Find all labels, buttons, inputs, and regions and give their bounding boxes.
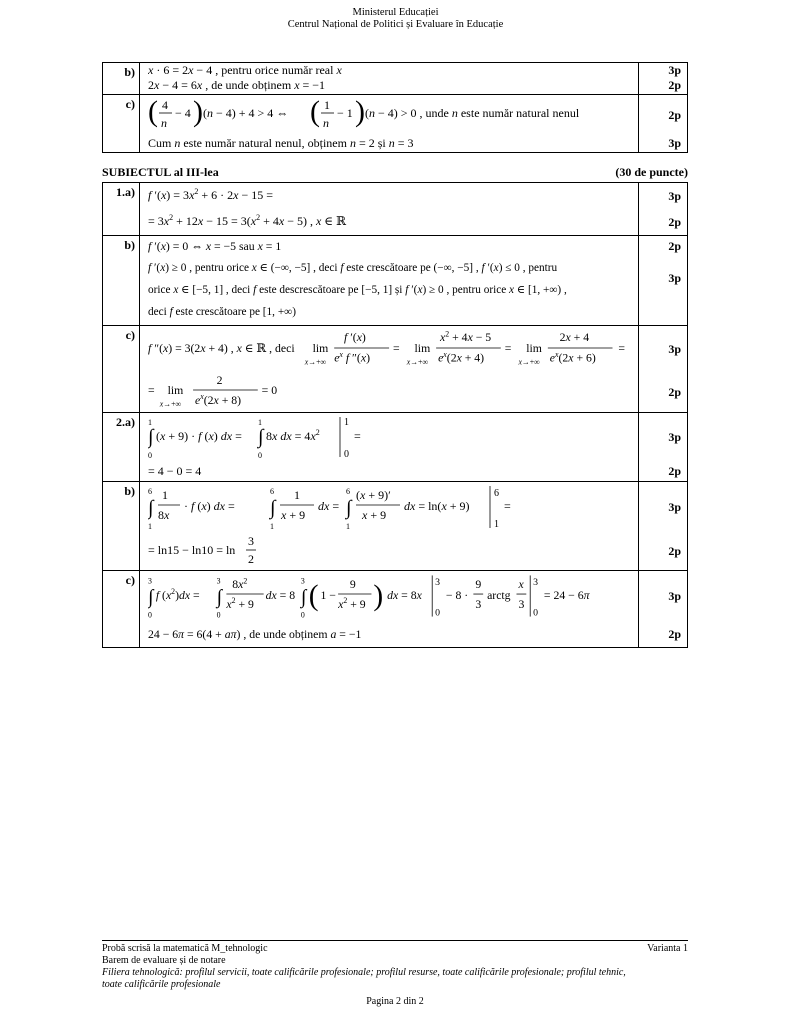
formula — [148, 278, 638, 300]
formula — [148, 256, 638, 278]
svg-text:1: 1 — [494, 519, 499, 530]
row-label: c) — [103, 95, 140, 153]
svg-text:4: 4 — [162, 98, 168, 112]
svg-text:(: ( — [310, 95, 320, 128]
section-points: (30 de puncte) — [615, 164, 688, 179]
points-cell — [639, 571, 688, 648]
solution-line — [148, 209, 638, 235]
svg-text:1: 1 — [346, 522, 350, 531]
formula — [148, 461, 448, 481]
points: 3p — [668, 499, 681, 514]
table-row — [103, 326, 688, 413]
svg-text:(n − 4) + 4 > 4 ⇔: (n − 4) + 4 > 4 ⇔ — [203, 106, 289, 120]
solution-line — [148, 236, 638, 256]
solution-cell — [140, 482, 639, 571]
points: 2p — [668, 214, 681, 229]
footer-exam: Probă scrisă la matematică M_tehnologic — [102, 943, 268, 954]
solution-line — [148, 413, 638, 461]
svg-text:6: 6 — [270, 487, 274, 496]
points-cell — [639, 63, 688, 95]
svg-text:x→+∞: x→+∞ — [304, 357, 327, 367]
svg-text:): ) — [355, 95, 365, 128]
svg-text:x + 9: x + 9 — [362, 508, 387, 522]
svg-text:6: 6 — [494, 488, 499, 499]
formula — [148, 183, 448, 209]
svg-text:n: n — [323, 116, 329, 130]
svg-text:=: = — [504, 341, 512, 355]
svg-text:lim: lim — [167, 383, 184, 397]
svg-text:f ′(x) = 0 ⇔ x = −5 sau x = 1: f ′(x) = 0 ⇔ x = −5 sau x = 1 — [148, 239, 282, 253]
table-row — [103, 183, 688, 236]
solution-cell — [140, 326, 639, 413]
points: 2p — [668, 384, 681, 399]
svg-text:=: = — [393, 341, 400, 355]
svg-text:6: 6 — [148, 487, 152, 496]
row-label: b) — [103, 63, 140, 95]
formula — [148, 621, 638, 647]
solution-line — [148, 95, 638, 135]
row-label: 2.a) — [103, 413, 140, 482]
table-row — [103, 236, 688, 326]
svg-text:3: 3 — [248, 534, 254, 548]
svg-text:∫: ∫ — [270, 497, 276, 519]
svg-text:24 − 6π = 6(4 + aπ) , de unde: 24 − 6π = 6(4 + aπ) , de unde obținem a = −1 — [148, 627, 362, 641]
row-label: b) — [103, 482, 140, 571]
svg-text:f ′(x): f ′(x) — [344, 331, 366, 345]
svg-text:1: 1 — [148, 418, 152, 427]
points-cell — [639, 95, 688, 153]
svg-text:dx = ln(x + 9): dx = ln(x + 9) — [404, 499, 470, 513]
svg-text:3: 3 — [435, 577, 441, 589]
points-cell — [639, 236, 688, 326]
svg-text:x: x — [518, 578, 524, 592]
points: 3p — [668, 429, 681, 444]
answer-table — [102, 182, 688, 648]
solution-line — [148, 482, 638, 532]
svg-text:x→+∞: x→+∞ — [518, 357, 540, 367]
footer-divider — [102, 940, 688, 941]
points: 3p — [668, 63, 681, 77]
svg-text:− 1: − 1 — [337, 106, 353, 120]
points: 3p — [668, 270, 681, 285]
solution-cell — [140, 571, 639, 648]
answer-table-top — [102, 62, 688, 153]
svg-text:3: 3 — [300, 576, 305, 586]
svg-text:=: = — [504, 499, 511, 513]
svg-text:2x + 4: 2x + 4 — [559, 331, 590, 345]
svg-text:∫: ∫ — [148, 497, 154, 519]
svg-text:1: 1 — [162, 488, 168, 502]
svg-text:∫: ∫ — [300, 586, 307, 608]
formula — [148, 326, 638, 372]
svg-text:1: 1 — [294, 488, 300, 502]
svg-text:3: 3 — [533, 577, 539, 589]
svg-text:=: = — [148, 383, 155, 397]
svg-text:− 8 ·: − 8 · — [445, 588, 469, 602]
svg-text:∫: ∫ — [148, 586, 154, 608]
solution-line — [148, 571, 638, 621]
svg-text:f ′(x) = 3x2 + 6 · 2x − 15 =: f $'(x) = 3x^2 + 6 \cdot 2x - 15$ = — [148, 187, 274, 202]
svg-text:∫: ∫ — [346, 497, 352, 519]
table-row — [103, 571, 688, 648]
svg-text:2: 2 — [248, 552, 254, 566]
svg-text:=: = — [618, 341, 626, 355]
svg-text:x→+∞: x→+∞ — [406, 357, 429, 367]
svg-text:0: 0 — [533, 607, 539, 619]
svg-text:0: 0 — [216, 610, 221, 620]
solution-line — [148, 372, 638, 412]
points: 2p — [668, 107, 681, 122]
row-label: b) — [103, 236, 140, 326]
points: 2p — [668, 626, 681, 641]
svg-text:): ) — [193, 95, 203, 128]
svg-text:ex f ″(x): $e^x$ f ″(x) — [334, 349, 370, 365]
footer-barem: Barem de evaluare și de notare — [102, 955, 226, 966]
svg-text:n: n — [161, 116, 167, 130]
footer-filiera-cont: toate calificările profesionale — [102, 979, 221, 990]
footer-variant: Varianta 1 — [647, 943, 688, 954]
svg-text:1: 1 — [344, 417, 349, 428]
svg-text:ex(2x + 8): $e^x(2x + 8)$ — [195, 391, 242, 407]
svg-text:1: 1 — [258, 418, 262, 427]
svg-text:8x: 8x — [158, 508, 170, 522]
svg-text:(: ( — [148, 95, 158, 128]
points-cell — [639, 326, 688, 413]
footer-filiera: Filiera tehnologică: profilul servicii, toate calificările profesionale; profilul resurse, toate calificările profesionale; profilul tehnic, — [102, 967, 626, 978]
points: 2p — [668, 463, 681, 478]
svg-text:=: = — [354, 429, 361, 443]
solution-line — [148, 183, 638, 209]
svg-text:8x2: $8x^2$ — [232, 576, 248, 592]
formula — [148, 135, 588, 151]
center-title: Centrul Național de Politici și Evaluare în Educație — [287, 19, 504, 30]
points-cell — [639, 413, 688, 482]
svg-text:f ′(x) ≥ 0 , pentru orice x ∈: f ′(x) ≥ 0 , pentru orice x ∈ (−∞, −5] , deci f este crescătoare pe (−∞, −5] , f ′(x) ≤ 0 , pentru — [148, 261, 558, 274]
svg-text:orice x ∈ [−5, 1] , deci f est: orice x ∈ [−5, 1] , deci f este descrescătoare pe [−5, 1] și f ′(x) ≥ 0 , pentru orice x ∈ [1, +∞) , — [148, 283, 567, 296]
svg-text:(x + 9)′: (x + 9)′ — [356, 488, 391, 502]
solution-line — [148, 278, 638, 300]
formula — [148, 413, 448, 461]
page-number: Pagina 2 din 2 — [366, 996, 424, 1007]
svg-text:1 −: 1 − — [320, 588, 336, 602]
svg-text:lim: lim — [312, 341, 329, 355]
solution-line — [148, 326, 638, 372]
svg-text:x · 6 = 2x − 4 , pentru orice: x · 6 = 2x − 4 , pentru orice număr real x — [148, 63, 342, 77]
svg-text:0: 0 — [344, 449, 349, 460]
svg-text:− 4: − 4 — [175, 106, 191, 120]
points: 3p — [668, 341, 681, 356]
svg-text:1: 1 — [270, 522, 274, 531]
svg-text:x + 9: x + 9 — [281, 508, 306, 522]
formula — [148, 236, 638, 256]
svg-text:0: 0 — [435, 607, 441, 619]
section-title: SUBIECTUL al III-lea — [102, 164, 219, 179]
formula — [148, 300, 638, 322]
svg-text:3: 3 — [475, 597, 482, 611]
svg-text:3: 3 — [148, 576, 152, 586]
svg-text:= 24 − 6π: = 24 − 6π — [543, 588, 590, 602]
solution-line — [148, 63, 638, 78]
points: 3p — [668, 588, 681, 603]
svg-text:9: 9 — [349, 578, 356, 592]
table-row — [103, 413, 688, 482]
svg-text:∫: ∫ — [258, 426, 264, 448]
svg-text:ex(2x + 4): $e^x(2x + 4)$ — [438, 349, 485, 365]
svg-text:9: 9 — [475, 578, 482, 592]
svg-text:6: 6 — [346, 487, 350, 496]
svg-text:arctg: arctg — [487, 588, 511, 602]
solution-line — [148, 532, 638, 570]
formula — [148, 532, 548, 570]
solution-cell — [140, 95, 639, 153]
svg-text:f (x2)dx =: f $(x^2)dx$ = — [155, 587, 200, 602]
table-row — [103, 63, 688, 95]
solution-line — [148, 621, 638, 647]
footer-top-line — [102, 943, 688, 955]
svg-text:deci f este crescătoare pe [1,: deci f este crescătoare pe [1, +∞) — [148, 305, 296, 318]
svg-text:dx = 8x: dx = 8x — [387, 588, 422, 602]
row-label: 1.a) — [103, 183, 140, 236]
points: 3p — [668, 188, 681, 203]
solution-line — [148, 78, 638, 93]
svg-text:lim: lim — [414, 341, 431, 355]
solution-line — [148, 256, 638, 278]
solution-line — [148, 461, 638, 481]
svg-text:lim: lim — [526, 341, 542, 355]
svg-text:= 4 − 0 = 4: = 4 − 0 = 4 — [148, 464, 202, 478]
svg-text:(x + 9) · f (x) dx =: (x + 9) · f (x) dx = — [156, 429, 242, 443]
solution-line — [148, 135, 638, 151]
svg-text:· f (x) dx =: · f (x) dx = — [184, 499, 235, 513]
points: 3p — [668, 135, 681, 150]
svg-text:ex(2x + 6): $e^x(2x + 6)$ — [549, 349, 596, 365]
points: 2p — [668, 543, 681, 558]
svg-text:dx = 8: dx = 8 — [265, 588, 296, 602]
points: 2p — [668, 238, 681, 253]
ministry-title: Ministerul Educației — [352, 7, 439, 18]
svg-text:8x dx = 4x2: 8x dx = $4x^2$ — [266, 428, 320, 443]
row-label: c) — [103, 326, 140, 413]
formula — [148, 78, 448, 93]
svg-text:∫: ∫ — [148, 426, 154, 448]
svg-text:2x − 4 = 6x , de unde obținem: 2x − 4 = 6x , de unde obținem x = −1 — [148, 78, 326, 92]
svg-text:): ) — [373, 579, 384, 612]
formula — [148, 209, 448, 235]
formula — [148, 63, 448, 78]
section-heading — [102, 164, 688, 180]
solution-cell — [140, 413, 639, 482]
table-row — [103, 95, 688, 153]
row-label: c) — [103, 571, 140, 648]
svg-text:∫: ∫ — [216, 586, 222, 608]
svg-text:3: 3 — [216, 576, 221, 586]
solution-line — [148, 300, 638, 322]
solution-cell — [140, 183, 639, 236]
svg-text:0: 0 — [300, 610, 305, 620]
svg-text:0: 0 — [148, 610, 152, 620]
table-row — [103, 482, 688, 571]
points: 2p — [668, 78, 681, 92]
svg-text:x2 + 4x − 5: $x^2 + 4x - 5$ — [440, 329, 492, 345]
svg-text:1: 1 — [324, 98, 330, 112]
svg-text:(n − 4) > 0 , unde n este numă: (n − 4) > 0 , unde n este număr natural nenul — [365, 106, 580, 120]
svg-text:1: 1 — [148, 522, 152, 531]
svg-text:x2 + 9: $x^2 + 9$ — [338, 595, 366, 611]
svg-text:0: 0 — [258, 451, 262, 460]
svg-text:dx =: dx = — [318, 499, 340, 513]
svg-text:f ″(x) = 3(2x + 4) , x ∈ ℝ , d: f ″(x) = 3(2x + 4) , x ∈ ℝ , deci — [148, 341, 295, 355]
svg-text:= 3x2 + 12x − 15 = 3(x2 + 4x −: = $3x^2 + 12x - 15 = 3(x^2 + 4x - 5)$ , x ∈ ℝ — [148, 213, 347, 228]
points-cell — [639, 482, 688, 571]
formula — [148, 95, 588, 135]
svg-text:= ln15 − ln10 = ln: = ln15 − ln10 = ln — [148, 543, 236, 557]
svg-text:0: 0 — [148, 451, 152, 460]
svg-text:= 0: = 0 — [261, 383, 278, 397]
svg-text:x→+∞: x→+∞ — [159, 399, 182, 409]
solution-cell — [140, 236, 639, 326]
solution-cell — [140, 63, 639, 95]
formula — [148, 372, 638, 412]
formula — [148, 482, 548, 532]
svg-text:x2 + 9: $x^2 + 9$ — [226, 595, 254, 611]
svg-text:2: 2 — [216, 374, 223, 388]
svg-text:(: ( — [308, 579, 319, 612]
svg-text:Cum n este număr natural nenul: Cum n este număr natural nenul, obținem n = 2 și n = 3 — [148, 136, 414, 150]
svg-text:3: 3 — [518, 597, 525, 611]
formula — [148, 571, 638, 621]
points-cell — [639, 183, 688, 236]
